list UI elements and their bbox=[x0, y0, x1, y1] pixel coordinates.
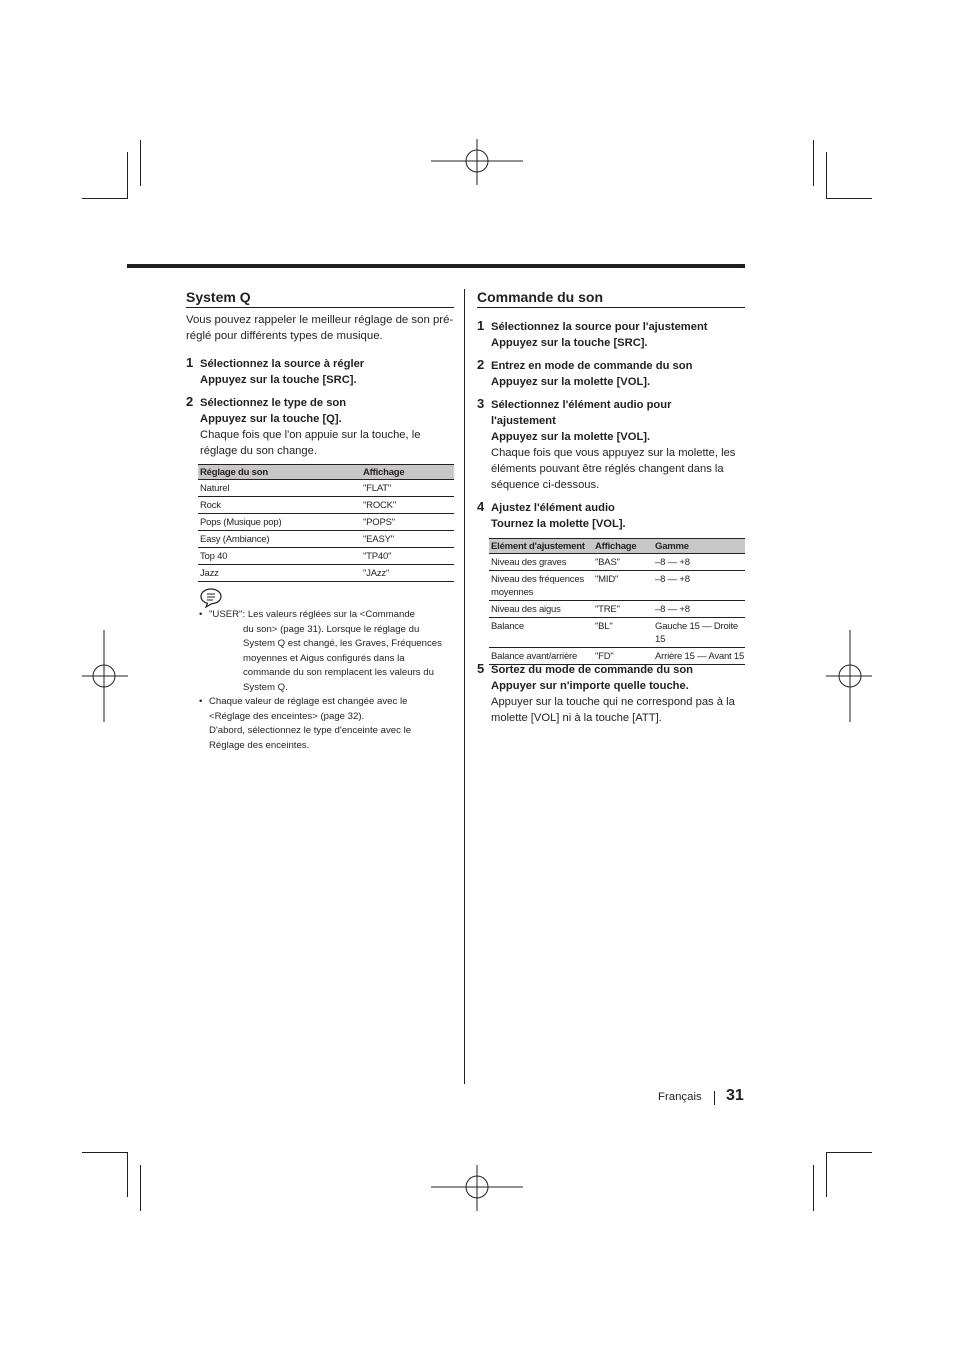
table-cell: Naturel bbox=[198, 480, 361, 497]
table-header-row bbox=[489, 539, 745, 554]
table-cell: –8 — +8 bbox=[653, 554, 745, 571]
table-row bbox=[489, 571, 745, 601]
note-item: • Chaque valeur de réglage est changée avec le <Réglage des enceintes> (page 32). D'abord, sélectionnez le type d'enceinte avec le Réglage des enceintes. bbox=[209, 695, 454, 753]
table-cell: "BAS" bbox=[593, 554, 653, 571]
column-header: Affichage bbox=[593, 539, 653, 554]
text-line: commande du son remplacent les valeurs du bbox=[243, 667, 434, 678]
step-action: Appuyez sur la touche [SRC]. bbox=[200, 374, 357, 386]
table-cell: "FLAT" bbox=[361, 480, 454, 497]
footer-separator bbox=[714, 1091, 715, 1105]
step-title: Ajustez l'élément audio bbox=[491, 502, 615, 514]
step-action: Appuyer sur n'importe quelle touche. bbox=[491, 680, 689, 692]
step-5 bbox=[477, 661, 745, 726]
step-description: Chaque fois que vous appuyez sur la molette, les bbox=[491, 447, 736, 459]
table-cell: Balance bbox=[489, 618, 593, 648]
registration-mark-left bbox=[82, 630, 128, 722]
column-header: Affichage bbox=[361, 465, 454, 480]
step-number: 2 bbox=[186, 394, 194, 409]
table-header-row bbox=[198, 465, 454, 480]
step-number: 5 bbox=[477, 661, 485, 676]
table-cell: Top 40 bbox=[198, 548, 361, 565]
text-line: <Réglage des enceintes> (page 32). bbox=[209, 710, 365, 722]
step-number: 1 bbox=[477, 318, 485, 333]
table-row bbox=[198, 565, 454, 582]
section-rule bbox=[186, 307, 454, 308]
column-header: Réglage du son bbox=[198, 465, 361, 480]
step-description: éléments pouvant être réglés changent dans la bbox=[491, 463, 724, 475]
step-action: Appuyez sur la molette [VOL]. bbox=[491, 376, 651, 388]
footer-language: Français bbox=[658, 1091, 702, 1103]
step-description: molette [VOL] ni à la touche [ATT]. bbox=[491, 712, 662, 724]
page-number: 31 bbox=[726, 1087, 744, 1104]
step-number: 4 bbox=[477, 499, 485, 514]
step-title: Sélectionnez l'élément audio pour bbox=[491, 399, 672, 411]
table-cell: "EASY" bbox=[361, 531, 454, 548]
step-title: Entrez en mode de commande du son bbox=[491, 360, 693, 372]
note-item: • "USER": Les valeurs réglées sur la <Commande du son> (page 31). Lorsque le réglage du System Q est changé, les Graves, Fréquences moyennes et Aigus configurés dans la commande du son remplacent les valeurs du System Q. bbox=[209, 608, 454, 695]
step-description: Appuyer sur la touche qui ne correspond pas à la bbox=[491, 696, 735, 708]
table-cell: Niveau des graves bbox=[489, 554, 593, 571]
registration-mark-bottom bbox=[431, 1165, 523, 1211]
step-number: 1 bbox=[186, 355, 194, 370]
table-cell: "FD" bbox=[593, 648, 653, 665]
step-action: Tournez la molette [VOL]. bbox=[491, 518, 626, 530]
step-number: 2 bbox=[477, 357, 485, 372]
table-row bbox=[198, 548, 454, 565]
column-divider bbox=[464, 289, 465, 1084]
table-cell: Gauche 15 — Droite 15 bbox=[653, 618, 745, 648]
table-cell: "TP40" bbox=[361, 548, 454, 565]
step-2 bbox=[477, 357, 745, 390]
table-cell: Rock bbox=[198, 497, 361, 514]
table-row bbox=[198, 497, 454, 514]
text-line: Réglage des enceintes. bbox=[209, 739, 310, 751]
step-description: séquence ci-dessous. bbox=[491, 479, 600, 491]
step-number: 3 bbox=[477, 396, 485, 411]
step-action: Appuyez sur la touche [SRC]. bbox=[491, 337, 648, 349]
table-cell: Jazz bbox=[198, 565, 361, 582]
table-row bbox=[198, 531, 454, 548]
audio-settings-table bbox=[489, 538, 745, 665]
table-cell: "POPS" bbox=[361, 514, 454, 531]
table-cell: "ROCK" bbox=[361, 497, 454, 514]
table-cell: Easy (Ambiance) bbox=[198, 531, 361, 548]
text-line: System Q est changé, les Graves, Fréquences bbox=[243, 638, 442, 649]
table-cell: "TRE" bbox=[593, 601, 653, 618]
step-1 bbox=[186, 355, 454, 388]
table-row bbox=[198, 480, 454, 497]
sound-type-table bbox=[198, 464, 454, 582]
step-title: Sélectionnez le type de son bbox=[200, 397, 347, 409]
table-cell: –8 — +8 bbox=[653, 571, 745, 601]
text-line: moyennes et Aigus configurés dans la bbox=[243, 652, 405, 664]
table-cell: Niveau des fréquences moyennes bbox=[489, 571, 593, 601]
top-rule bbox=[127, 264, 745, 268]
table-cell: Niveau des aigus bbox=[489, 601, 593, 618]
section-title-system-q: System Q bbox=[186, 289, 251, 305]
table-cell: –8 — +8 bbox=[653, 601, 745, 618]
step-description: Chaque fois que l'on appuie sur la touche, le réglage du son change. bbox=[200, 429, 421, 457]
table-cell: Arrière 15 — Avant 15 bbox=[653, 648, 745, 665]
text-line: Les valeurs réglées sur la <Commande bbox=[247, 609, 415, 620]
step-action: Appuyez sur la touche [Q]. bbox=[200, 413, 342, 425]
registration-mark-right bbox=[826, 630, 872, 722]
table-row bbox=[489, 618, 745, 648]
step-3 bbox=[477, 396, 745, 493]
section-rule bbox=[477, 307, 745, 308]
table-cell: Pops (Musique pop) bbox=[198, 514, 361, 531]
table-cell: "BL" bbox=[593, 618, 653, 648]
intro-text: Vous pouvez rappeler le meilleur réglage de son pré-réglé pour différents types de musique. bbox=[186, 314, 454, 342]
section-title-commande-du-son: Commande du son bbox=[477, 289, 604, 305]
table-row bbox=[489, 554, 745, 571]
table-cell: Balance avant/arrière bbox=[489, 648, 593, 665]
table-cell: "JAzz" bbox=[361, 565, 454, 582]
text-line: D'abord, sélectionnez le type d'enceinte avec le bbox=[209, 725, 412, 736]
step-title: Sélectionnez la source pour l'ajustement bbox=[491, 321, 708, 333]
step-title: Sélectionnez la source à régler bbox=[200, 358, 365, 370]
text-line: du son> (page 31). Lorsque le réglage du bbox=[243, 623, 420, 635]
text-line: System Q. bbox=[243, 681, 288, 693]
step-1 bbox=[477, 318, 745, 351]
column-header: Elément d'ajustement bbox=[489, 539, 593, 554]
note-key: "USER": bbox=[209, 609, 246, 620]
column-header: Gamme bbox=[653, 539, 745, 554]
step-title: l'ajustement bbox=[491, 415, 556, 427]
registration-mark-top bbox=[431, 139, 523, 185]
step-action: Appuyez sur la molette [VOL]. bbox=[491, 431, 651, 443]
notes-list bbox=[199, 608, 454, 753]
table-row bbox=[489, 601, 745, 618]
step-2 bbox=[186, 394, 454, 459]
text-line: Chaque valeur de réglage est changée avec le bbox=[209, 696, 408, 707]
table-row bbox=[198, 514, 454, 531]
note-icon bbox=[199, 587, 223, 609]
step-4 bbox=[477, 499, 745, 532]
table-cell: "MID" bbox=[593, 571, 653, 601]
step-title: Sortez du mode de commande du son bbox=[491, 664, 694, 676]
